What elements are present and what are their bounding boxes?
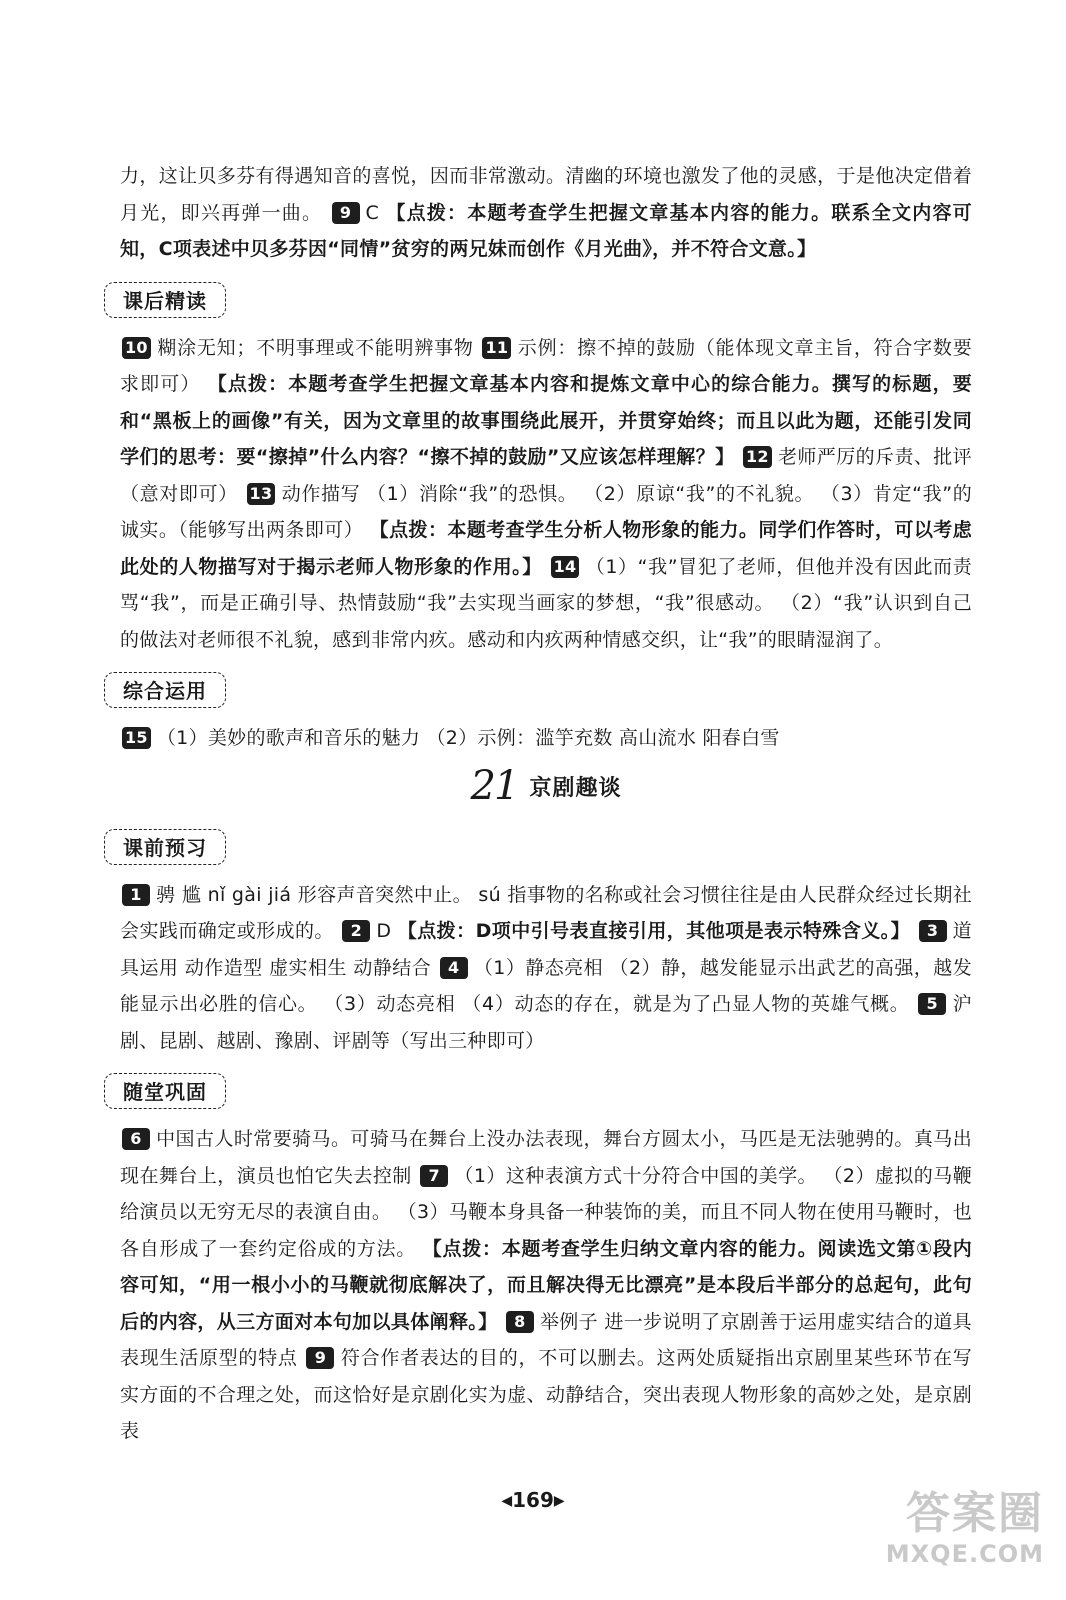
- page-content: [120, 158, 972, 1450]
- hint-text: 【点拨：本题考查学生把握文章基本内容的能力。联系全文内容可知，C项表述中贝多芬因“同情”贫穷的两兄妹而创作《月光曲》，并不符合文意。】: [120, 201, 972, 260]
- section-zonghe-answers: [120, 720, 972, 757]
- answer-text: 动作描写 （1）消除“我”的恐惧。 （2）原谅“我”的不礼貌。 （3）肯定“我”的诚实。（能够写出两条即可）: [120, 482, 972, 541]
- page-number-text: 169: [512, 1488, 554, 1512]
- hint-text: 【点拨：D项中引号表直接引用，其他项是表示特殊含义。】: [397, 920, 911, 942]
- section-kehou-answers: [120, 330, 972, 659]
- question-number-badge: 7: [420, 1165, 448, 1187]
- watermark-text: 答案圈: [906, 1488, 1044, 1539]
- section-label-suitang: 随堂巩固: [104, 1073, 226, 1109]
- answer-text: 老师严厉的斥责、批评（意对即可）: [120, 446, 972, 505]
- section-label-kehou: 课后精读: [104, 282, 226, 318]
- question-number-badge: 14: [551, 556, 580, 578]
- section-suitang-answers: [120, 1121, 972, 1450]
- intro-paragraph: [120, 158, 972, 268]
- answer-text: 沪剧、昆剧、越剧、豫剧、评剧等（写出三种即可）: [120, 993, 973, 1052]
- question-number-badge: 5: [918, 993, 946, 1015]
- question-number-badge: 3: [919, 920, 947, 942]
- answer-text: 示例：擦不掉的鼓励（能体现文章主旨，符合字数要求即可）: [120, 336, 972, 395]
- question-number-badge: 1: [122, 884, 150, 906]
- section-label-keqian: 课前预习: [104, 829, 226, 865]
- intro-text: 力，这让贝多芬有得遇知音的喜悦，因而非常激动。清幽的环境也激发了他的灵感，于是他决定借着月光，即兴再弹一曲。: [120, 165, 972, 224]
- answer-text: （1）这种表演方式十分符合中国的美学。 （2）虚拟的马鞭给演员以无穷无尽的表演自由。 （3）马鞭本身具备一种装饰的美，而且不同人物在使用马鞭时，也各自形成了一套约定俗成的方法。: [120, 1164, 972, 1260]
- question-number-badge: 13: [247, 483, 276, 505]
- watermark-url: MXQE.COM: [885, 1540, 1044, 1568]
- question-number-badge: 9: [332, 202, 360, 224]
- lesson-heading: [120, 763, 972, 815]
- answer-text: （1）静态亮相 （2）静，越发能显示出武艺的高强，越发能显示出必胜的信心。 （3）动态亮相 （4）动态的存在，就是为了凸显人物的英雄气概。: [120, 956, 972, 1015]
- answer-text: 举例子 进一步说明了京剧善于运用虚实结合的道具表现生活原型的特点: [120, 1310, 972, 1369]
- question-number-badge: 12: [743, 446, 772, 468]
- question-number-badge: 6: [122, 1128, 150, 1150]
- right-triangle-icon: ▶: [553, 1493, 565, 1509]
- hint-text: 【点拨：本题考查学生把握文章基本内容和提炼文章中心的综合能力。撰写的标题，要和“黑板上的画像”有关，因为文章里的故事围绕此展开，并贯穿始终；而且以此为题，还能引发同学们的思考：要“擦掉”什么内容？“擦不掉的鼓励”又应该怎样理解？】: [120, 373, 973, 468]
- question-number-badge: 9: [306, 1347, 334, 1369]
- answer-text: （1）美妙的歌声和音乐的魅力 （2）示例：滥竽充数 高山流水 阳春白雪: [156, 727, 780, 749]
- watermark-logo: [884, 1488, 1044, 1588]
- section-label-zonghe: 综合运用: [104, 672, 226, 708]
- answer-text: 骋 尴 nǐ gài jiá 形容声音突然中止。 sú 指事物的名称或社会习惯往往是由人民群众经过长期社会实践而确定或形成的。: [120, 883, 972, 942]
- answer-text: C: [365, 201, 380, 224]
- answer-text: 中国古人时常要骑马。可骑马在舞台上没办法表现，舞台方圆太小，马匹是无法驰骋的。真马出现在舞台上，演员也怕它失去控制: [120, 1128, 972, 1187]
- answer-text: （1）“我”冒犯了老师，但他并没有因此而责骂“我”，而是正确引导、热情鼓励“我”去实现当画家的梦想，“我”很感动。 （2）“我”认识到自己的做法对老师很不礼貌，感到非常内疚。感动和内疚两种情感交织，让“我”的眼睛湿润了。: [120, 555, 973, 651]
- question-number-badge: 10: [122, 337, 151, 359]
- section-keqian-answers: [120, 877, 972, 1060]
- lesson-title: 京剧趣谈: [529, 775, 622, 801]
- answer-text: D: [376, 920, 392, 942]
- answer-text: 糊涂无知；不明事理或不能明辨事物: [156, 336, 474, 359]
- answer-text: 道具运用 动作造型 虚实相生 动静结合: [120, 920, 972, 979]
- question-number-badge: 15: [122, 727, 151, 749]
- question-number-badge: 11: [482, 337, 511, 359]
- question-number-badge: 2: [342, 920, 370, 942]
- question-number-badge: 8: [506, 1311, 534, 1333]
- left-triangle-icon: ◀: [501, 1493, 513, 1509]
- lesson-number: 21: [470, 762, 518, 809]
- answer-text: 符合作者表达的目的，不可以删去。这两处质疑指出京剧里某些环节在写实方面的不合理之处，而这恰好是京剧化实为虚、动静结合，突出表现人物形象的高妙之处，是京剧表: [120, 1347, 972, 1442]
- hint-text: 【点拨：本题考查学生归纳文章内容的能力。阅读选文第①段内容可知，“用一根小小的马鞭就彻底解决了，而且解决得无比漂亮”是本段后半部分的总起句，此句后的内容，从三方面对本句加以具体阐释。】: [120, 1237, 972, 1333]
- hint-text: 【点拨：本题考查学生分析人物形象的能力。同学们作答时，可以考虑此处的人物描写对于揭示老师人物形象的作用。】: [120, 519, 972, 578]
- question-number-badge: 4: [440, 957, 468, 979]
